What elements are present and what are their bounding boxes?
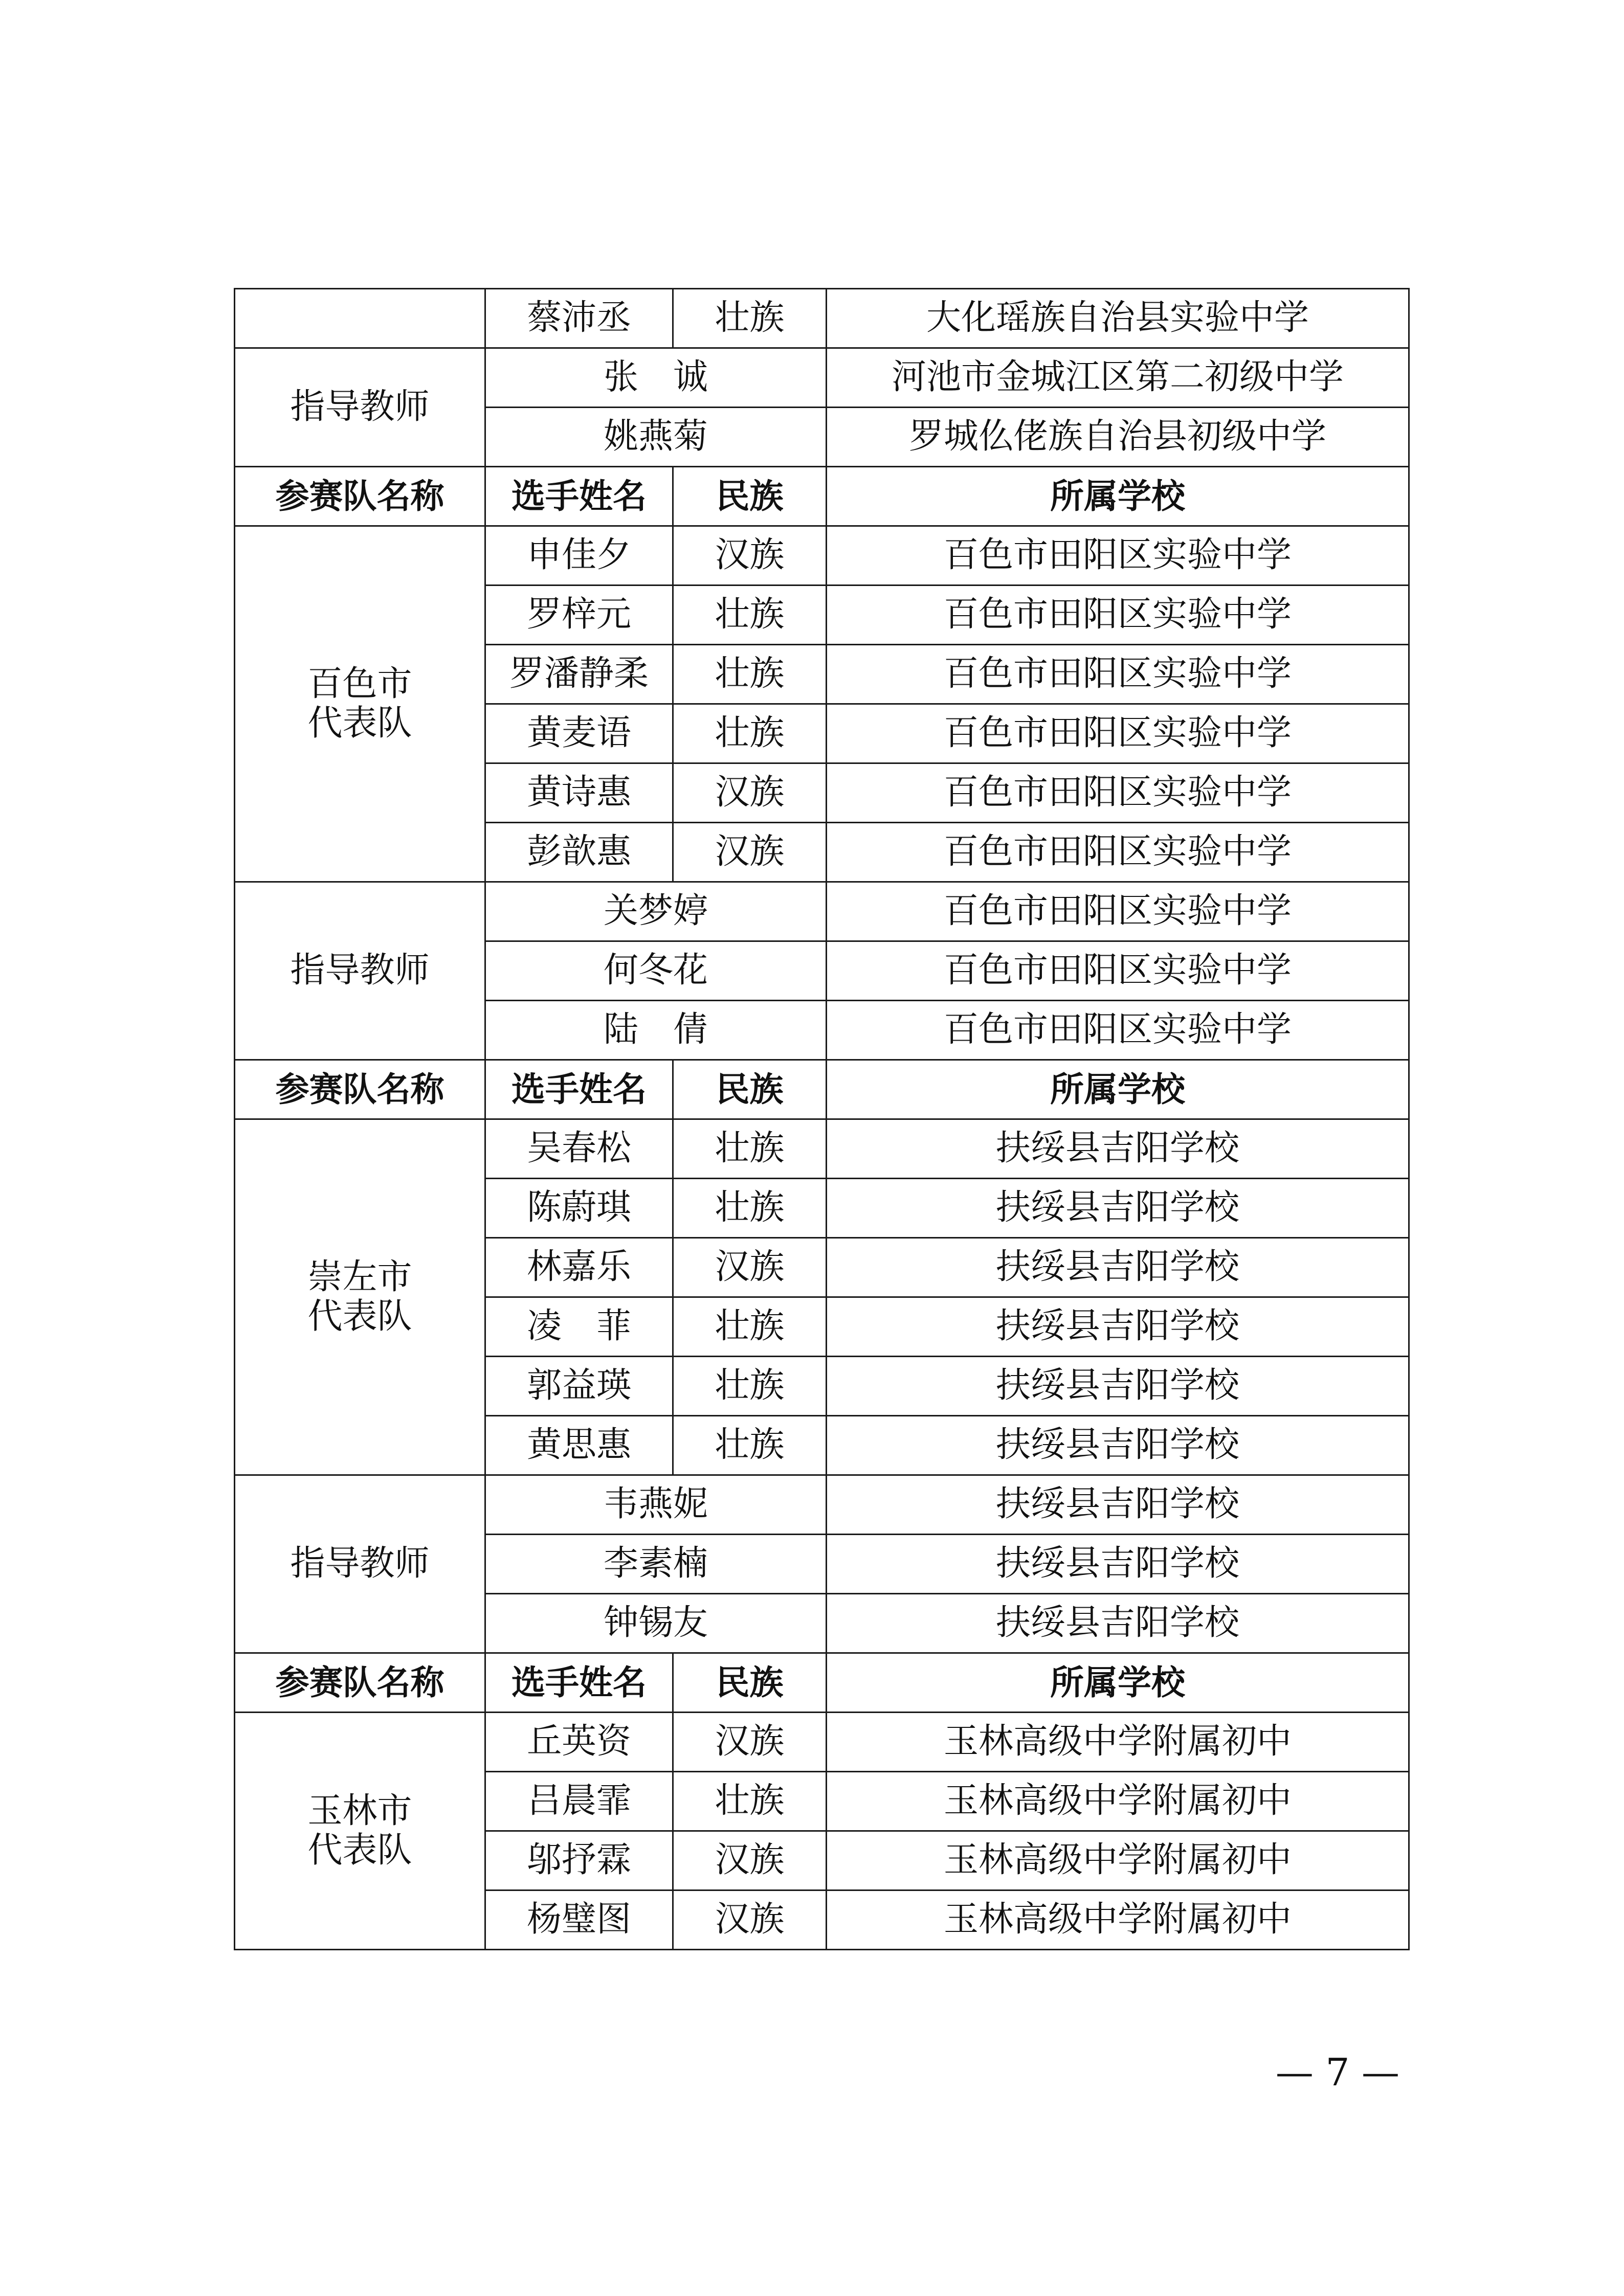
school-header-cell: 所属学校 [827,1653,1409,1713]
advisor-name-cell: 李素楠 [485,1535,827,1594]
player-name-cell: 吴春松 [485,1119,673,1179]
ethnicity-header-cell: 民族 [673,467,827,526]
team-name: 崇左市代表队 [307,1257,412,1337]
team-header-cell: 参赛队名称 [235,467,485,526]
player-school-cell: 百色市田阳区实验中学 [827,823,1409,882]
player-ethnicity-cell: 汉族 [673,1713,827,1772]
team-name: 玉林市代表队 [307,1791,412,1871]
advisor-school-cell: 扶绥县吉阳学校 [827,1535,1409,1594]
team-name-cell [235,1119,485,1475]
advisor-school-cell: 扶绥县吉阳学校 [827,1594,1409,1653]
player-header-cell: 选手姓名 [485,1060,673,1119]
advisor-school-cell: 河池市金城江区第二初级中学 [827,348,1409,408]
player-name-cell: 黄麦语 [485,704,673,763]
advisor-name-cell: 韦燕妮 [485,1475,827,1535]
player-school-cell: 玉林高级中学附属初中 [827,1831,1409,1890]
roster-table [234,288,1410,1950]
player-school-cell: 百色市田阳区实验中学 [827,586,1409,645]
player-name-cell: 黄诗惠 [485,763,673,823]
player-school-cell: 百色市田阳区实验中学 [827,645,1409,704]
advisor-name-cell: 姚燕菊 [485,408,827,467]
player-school-cell: 百色市田阳区实验中学 [827,704,1409,763]
player-name-cell: 林嘉乐 [485,1238,673,1297]
player-name-cell: 凌 菲 [485,1297,673,1357]
table-row [235,1475,1409,1535]
player-ethnicity-cell: 壮族 [673,645,827,704]
player-school-cell: 玉林高级中学附属初中 [827,1890,1409,1950]
player-school-cell: 扶绥县吉阳学校 [827,1238,1409,1297]
player-ethnicity-cell: 汉族 [673,526,827,586]
ethnicity-header-cell: 民族 [673,1653,827,1713]
player-ethnicity-cell: 汉族 [673,1831,827,1890]
player-name-cell: 邬抒霖 [485,1831,673,1890]
player-ethnicity-cell: 汉族 [673,823,827,882]
team-name: 百色市代表队 [307,664,412,744]
advisor-school-cell: 扶绥县吉阳学校 [827,1475,1409,1535]
player-school-cell: 扶绥县吉阳学校 [827,1179,1409,1238]
advisor-name-cell: 钟锡友 [485,1594,827,1653]
school-header-cell: 所属学校 [827,467,1409,526]
player-ethnicity-cell: 壮族 [673,586,827,645]
player-name-cell: 彭歆惠 [485,823,673,882]
player-name-cell: 陈蔚琪 [485,1179,673,1238]
table-header-row [235,1653,1409,1713]
roster-table-body [235,289,1409,1950]
table-row [235,1119,1409,1179]
advisor-name-cell: 关梦婷 [485,882,827,941]
advisor-name-cell: 张 诚 [485,348,827,408]
advisor-school-cell: 百色市田阳区实验中学 [827,1001,1409,1060]
advisor-school-cell: 百色市田阳区实验中学 [827,941,1409,1001]
team-name-cell [235,526,485,882]
player-header-cell: 选手姓名 [485,1653,673,1713]
table-row [235,526,1409,586]
player-school-cell: 大化瑶族自治县实验中学 [827,289,1409,348]
ethnicity-header-cell: 民族 [673,1060,827,1119]
advisor-label-cell: 指导教师 [235,348,485,467]
player-ethnicity-cell: 壮族 [673,1119,827,1179]
player-ethnicity-cell: 壮族 [673,1772,827,1831]
player-name-cell: 丘英资 [485,1713,673,1772]
page-number: — 7 — [1275,2051,1400,2095]
advisor-school-cell: 罗城仫佬族自治县初级中学 [827,408,1409,467]
table-row [235,289,1409,348]
player-school-cell: 扶绥县吉阳学校 [827,1119,1409,1179]
player-name-cell: 罗潘静柔 [485,645,673,704]
player-ethnicity-cell: 壮族 [673,1416,827,1475]
school-header-cell: 所属学校 [827,1060,1409,1119]
table-header-row [235,467,1409,526]
advisor-school-cell: 百色市田阳区实验中学 [827,882,1409,941]
player-ethnicity-cell: 汉族 [673,1890,827,1950]
player-school-cell: 扶绥县吉阳学校 [827,1357,1409,1416]
team-header-cell: 参赛队名称 [235,1060,485,1119]
player-name-cell: 郭益瑛 [485,1357,673,1416]
advisor-name-cell: 陆 倩 [485,1001,827,1060]
player-ethnicity-cell: 壮族 [673,1179,827,1238]
player-ethnicity-cell: 汉族 [673,1238,827,1297]
player-name-cell: 蔡沛丞 [485,289,673,348]
player-school-cell: 扶绥县吉阳学校 [827,1416,1409,1475]
table-row [235,348,1409,408]
player-school-cell: 玉林高级中学附属初中 [827,1713,1409,1772]
player-school-cell: 百色市田阳区实验中学 [827,526,1409,586]
player-ethnicity-cell: 壮族 [673,1297,827,1357]
player-header-cell: 选手姓名 [485,467,673,526]
table-row [235,1713,1409,1772]
player-ethnicity-cell: 壮族 [673,1357,827,1416]
player-name-cell: 黄思惠 [485,1416,673,1475]
team-header-cell: 参赛队名称 [235,1653,485,1713]
advisor-label-cell: 指导教师 [235,882,485,1060]
player-ethnicity-cell: 汉族 [673,763,827,823]
player-name-cell: 申佳夕 [485,526,673,586]
player-ethnicity-cell: 壮族 [673,289,827,348]
player-name-cell: 杨璧图 [485,1890,673,1950]
player-school-cell: 玉林高级中学附属初中 [827,1772,1409,1831]
table-row [235,882,1409,941]
player-school-cell: 百色市田阳区实验中学 [827,763,1409,823]
player-school-cell: 扶绥县吉阳学校 [827,1297,1409,1357]
player-ethnicity-cell: 壮族 [673,704,827,763]
player-name-cell: 吕晨霏 [485,1772,673,1831]
team-name-cell [235,1713,485,1950]
table-header-row [235,1060,1409,1119]
advisor-label-cell: 指导教师 [235,1475,485,1653]
advisor-name-cell: 何冬花 [485,941,827,1001]
player-name-cell: 罗梓元 [485,586,673,645]
continued-team-cell [235,289,485,348]
